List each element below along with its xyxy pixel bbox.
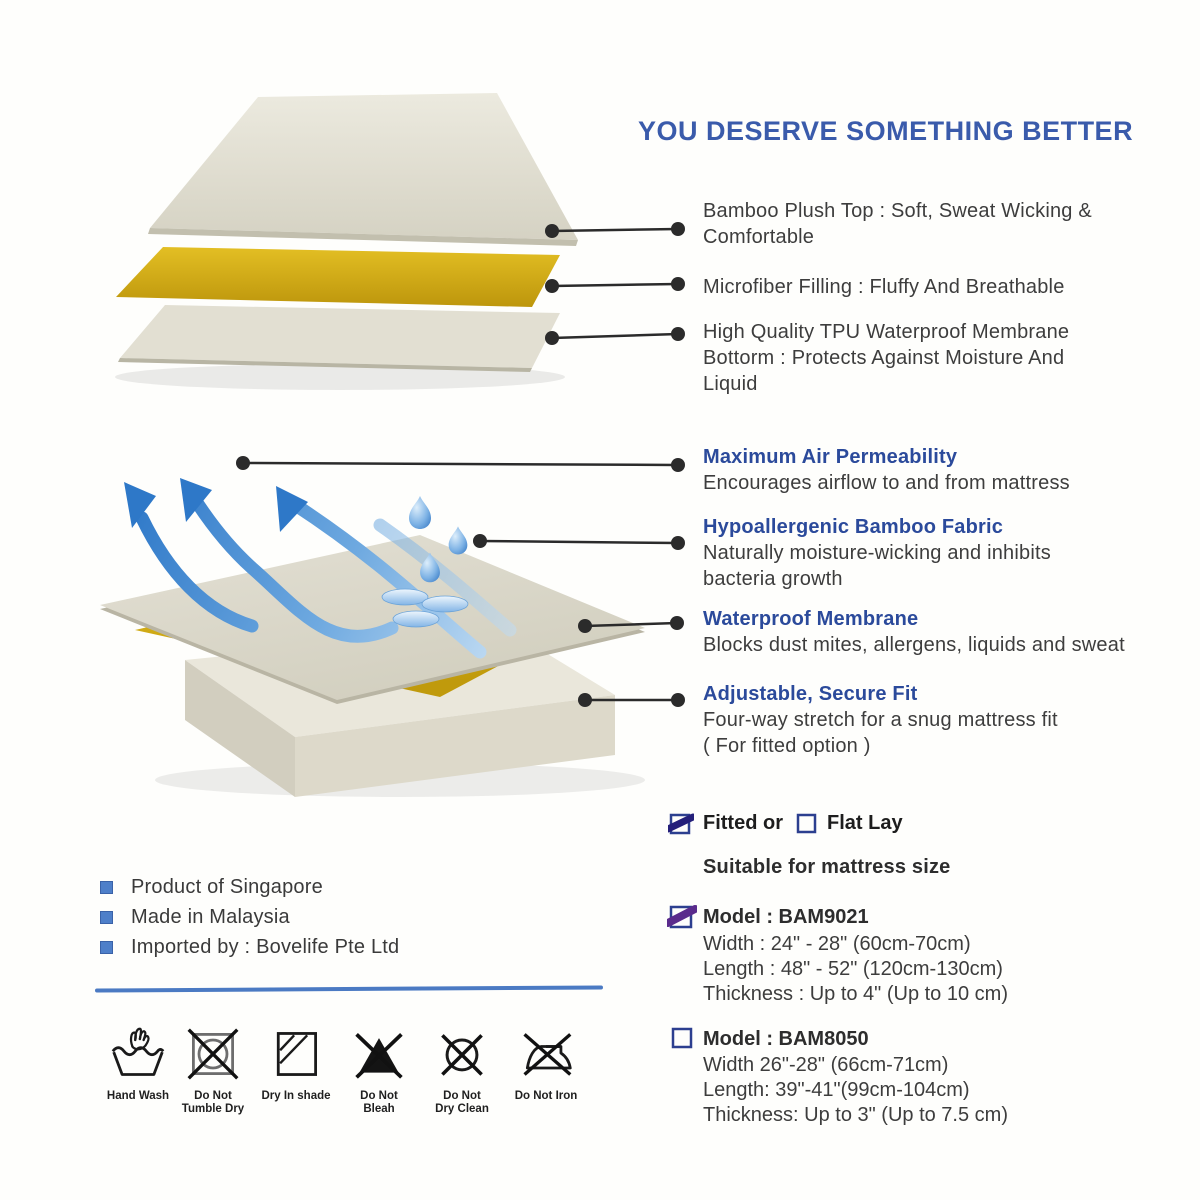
model-bam8050-checkbox-unchecked: [670, 1026, 694, 1050]
do-not-dry-clean-icon: [434, 1026, 490, 1082]
do-not-tumble-dry-icon: [185, 1026, 241, 1082]
dry-in-shade-icon: [268, 1026, 324, 1082]
hand-wash-icon: [110, 1026, 166, 1082]
list-item: Made in Malaysia: [100, 902, 399, 932]
feature-hypoallergenic: Hypoallergenic Bamboo Fabric Naturally moisture-wicking and inhibits bacteria growth: [703, 516, 1051, 590]
do-not-iron-icon: [518, 1026, 574, 1082]
callout-tpu-membrane: High Quality TPU Waterproof Membrane Bottorm : Protects Against Moisture And Liquid: [703, 321, 1070, 395]
feature-waterproof: Waterproof Membrane Blocks dust mites, allergens, liquids and sweat: [703, 608, 1125, 656]
flat-lay-checkbox-unchecked: [796, 812, 818, 834]
care-item-dry-clean: Do Not Dry Clean: [416, 1026, 508, 1116]
layer-stack-diagram: [90, 75, 710, 405]
feature-secure-fit: Adjustable, Secure Fit Four-way stretch for a snug mattress fit ( For fitted option ): [703, 683, 1058, 757]
care-item-bleach: Do Not Bleah: [333, 1026, 425, 1116]
model-bam8050-specs: Width 26"-28" (66cm-71cm) Length: 39"-41"(99cm-104cm) Thickness: Up to 3" (Up to 7.5 cm): [703, 1054, 1008, 1126]
top-plush-layer: [150, 93, 578, 240]
care-item-dry-in-shade: Dry In shade: [250, 1026, 342, 1103]
option-row: [668, 810, 903, 836]
blue-divider-line: [95, 985, 603, 992]
callout-microfiber-filling: Microfiber Filling : Fluffy And Breathable: [703, 276, 1065, 298]
callout-bamboo-plush-top: Bamboo Plush Top : Soft, Sweat Wicking & Comfortable: [703, 200, 1092, 248]
care-item-hand-wash: Hand Wash: [92, 1026, 184, 1103]
bottom-membrane-layer: [120, 305, 560, 368]
page-title: YOU DESERVE SOMETHING BETTER: [638, 116, 1134, 146]
model-bam9021-specs: Width : 24" - 28" (60cm-70cm) Length : 48" - 52" (120cm-130cm) Thickness : Up to 4" (Up to 10 cm): [703, 933, 1008, 1005]
list-item: Product of Singapore: [100, 872, 399, 902]
care-item-iron: Do Not Iron: [500, 1026, 592, 1103]
fitted-label: Fitted or: [703, 811, 783, 834]
model-bam9021-name: Model : BAM9021: [703, 906, 869, 928]
model-bam9021-checkbox-checked: [667, 901, 697, 931]
care-item-tumble-dry: Do Not Tumble Dry: [167, 1026, 259, 1116]
origin-list: [100, 872, 399, 962]
square-bullet-icon: [100, 881, 113, 894]
model-bam8050-name: Model : BAM8050: [703, 1028, 869, 1050]
square-bullet-icon: [100, 941, 113, 954]
size-section-heading: Suitable for mattress size: [703, 856, 951, 878]
fitted-checkbox-checked: [668, 810, 694, 836]
feature-air-permeability: Maximum Air Permeability Encourages airflow to and from mattress: [703, 446, 1070, 494]
square-bullet-icon: [100, 911, 113, 924]
do-not-bleach-icon: [351, 1026, 407, 1082]
list-item: Imported by : Bovelife Pte Ltd: [100, 932, 399, 962]
mattress-airflow-diagram: [80, 440, 720, 880]
gold-filling-layer: [116, 247, 560, 307]
flat-lay-label: Flat Lay: [827, 811, 903, 834]
